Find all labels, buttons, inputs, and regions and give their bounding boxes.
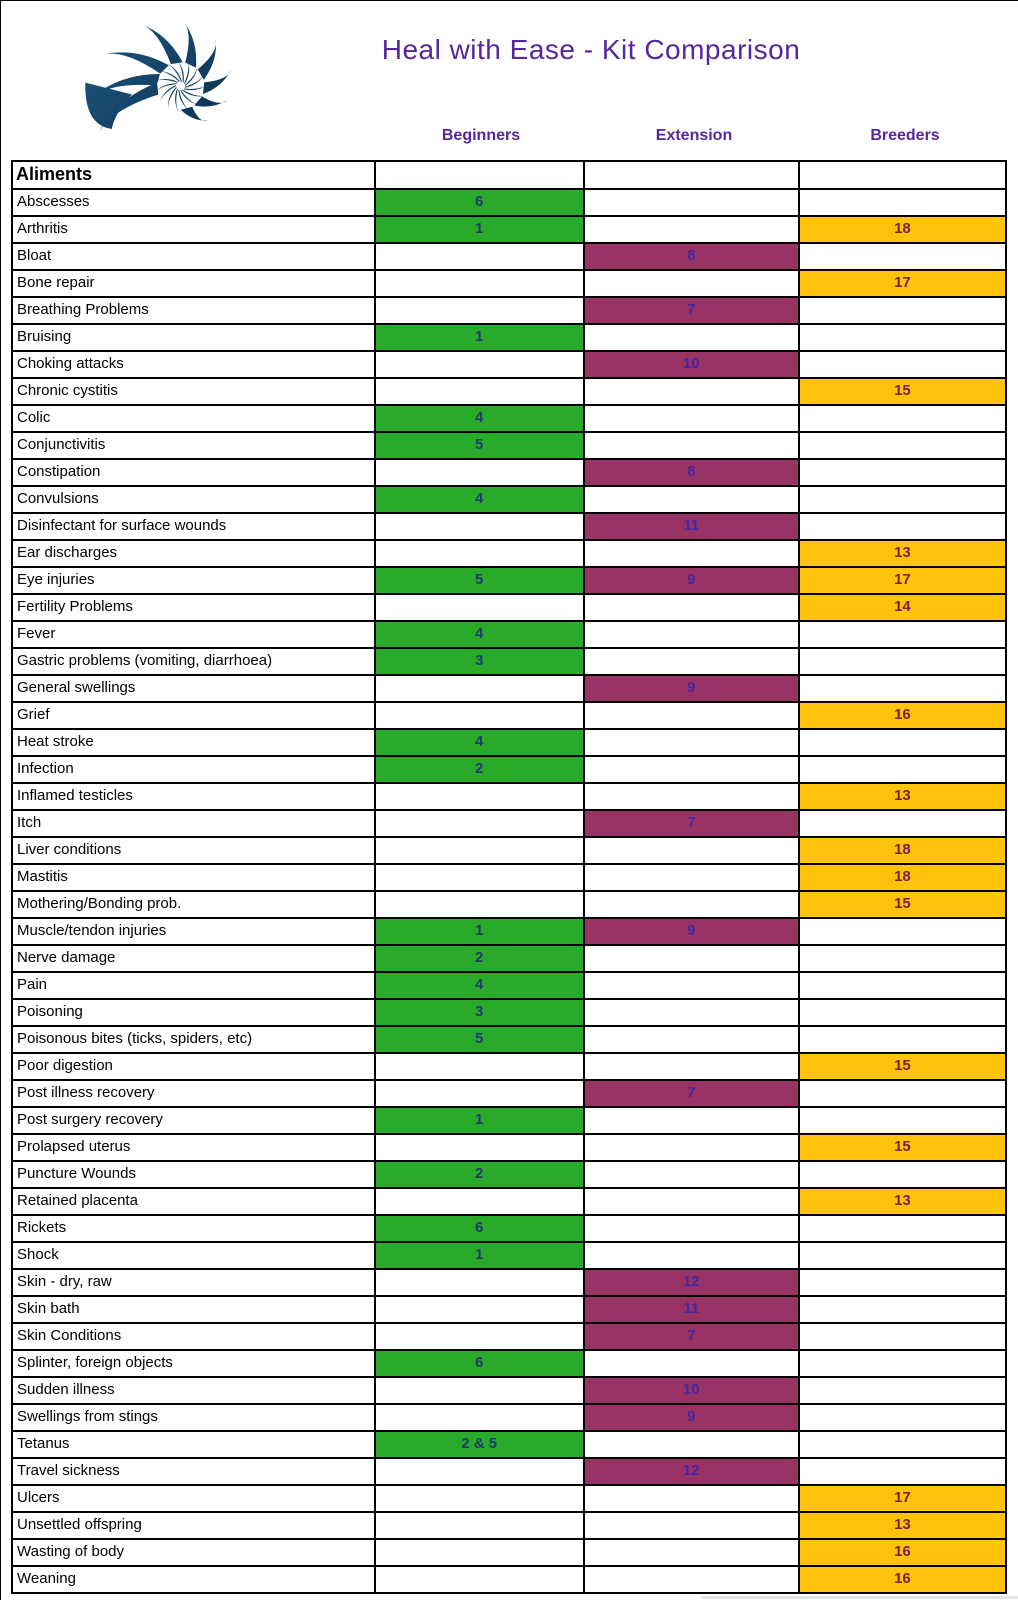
ailment-label: Travel sickness xyxy=(13,1459,376,1484)
table-row xyxy=(13,406,1005,433)
extension-cell xyxy=(585,541,800,566)
ailment-label: Swellings from stings xyxy=(13,1405,376,1430)
ailment-label: Pain xyxy=(13,973,376,998)
ailment-label: Skin Conditions xyxy=(13,1324,376,1349)
breeders-cell: 18 xyxy=(800,217,1005,242)
ailment-label: Skin - dry, raw xyxy=(13,1270,376,1295)
beginners-cell xyxy=(376,1297,585,1322)
extension-cell xyxy=(585,487,800,512)
extension-cell xyxy=(585,1567,800,1592)
kit-header-extension: Extension xyxy=(655,127,733,144)
beginners-cell xyxy=(376,1405,585,1430)
table-row xyxy=(13,865,1005,892)
table-row xyxy=(13,541,1005,568)
breeders-cell: 15 xyxy=(800,1054,1005,1079)
table-row xyxy=(13,271,1005,298)
table-row xyxy=(13,622,1005,649)
table-row xyxy=(13,757,1005,784)
breeders-cell xyxy=(800,1243,1005,1268)
beginners-cell xyxy=(376,1378,585,1403)
beginners-cell xyxy=(376,784,585,809)
ailment-label: Breathing Problems xyxy=(13,298,376,323)
extension-cell: 8 xyxy=(585,460,800,485)
extension-cell: 10 xyxy=(585,352,800,377)
ailment-label: Infection xyxy=(13,757,376,782)
table-row xyxy=(13,595,1005,622)
extension-cell xyxy=(585,1432,800,1457)
table-row xyxy=(13,784,1005,811)
ailment-label: Bloat xyxy=(13,244,376,269)
breeders-cell xyxy=(800,1378,1005,1403)
table-row xyxy=(13,460,1005,487)
extension-cell xyxy=(585,1162,800,1187)
table-row xyxy=(13,730,1005,757)
beginners-cell xyxy=(376,1270,585,1295)
table-row xyxy=(13,1540,1005,1567)
ailment-label: Poisoning xyxy=(13,1000,376,1025)
ailment-label: Gastric problems (vomiting, diarrhoea) xyxy=(13,649,376,674)
beginners-cell xyxy=(376,1324,585,1349)
extension-cell: 11 xyxy=(585,1297,800,1322)
ailment-label: Conjunctivitis xyxy=(13,433,376,458)
kit-comparison-table xyxy=(11,160,1007,1594)
ailment-label: Liver conditions xyxy=(13,838,376,863)
extension-cell: 9 xyxy=(585,568,800,593)
extension-cell: 12 xyxy=(585,1459,800,1484)
table-row xyxy=(13,919,1005,946)
beginners-cell: 1 xyxy=(376,1108,585,1133)
table-row xyxy=(13,1216,1005,1243)
beginners-cell: 1 xyxy=(376,919,585,944)
breeders-cell xyxy=(800,622,1005,647)
table-row xyxy=(13,1108,1005,1135)
table-row xyxy=(13,514,1005,541)
ailment-label: Bruising xyxy=(13,325,376,350)
extension-cell: 9 xyxy=(585,1405,800,1430)
beginners-cell: 6 xyxy=(376,1351,585,1376)
breeders-cell xyxy=(800,190,1005,215)
beginners-cell xyxy=(376,1486,585,1511)
beginners-cell xyxy=(376,379,585,404)
table-row xyxy=(13,433,1005,460)
beginners-cell xyxy=(376,244,585,269)
breeders-cell xyxy=(800,1108,1005,1133)
ailment-label: Post illness recovery xyxy=(13,1081,376,1106)
table-row xyxy=(13,649,1005,676)
ailment-label: Chronic cystitis xyxy=(13,379,376,404)
table-row xyxy=(13,298,1005,325)
breeders-cell xyxy=(800,325,1005,350)
breeders-cell xyxy=(800,298,1005,323)
extension-cell: 8 xyxy=(585,244,800,269)
table-row xyxy=(13,379,1005,406)
table-row xyxy=(13,1432,1005,1459)
breeders-cell: 13 xyxy=(800,784,1005,809)
ailment-label: Heat stroke xyxy=(13,730,376,755)
table-row xyxy=(13,838,1005,865)
table-row xyxy=(13,1162,1005,1189)
table-row xyxy=(13,1351,1005,1378)
breeders-header-cell xyxy=(800,162,1005,188)
beginners-cell xyxy=(376,1135,585,1160)
extension-cell: 7 xyxy=(585,298,800,323)
breeders-cell xyxy=(800,946,1005,971)
beginners-cell: 6 xyxy=(376,190,585,215)
table-row xyxy=(13,1378,1005,1405)
table-row xyxy=(13,811,1005,838)
beginners-cell: 4 xyxy=(376,406,585,431)
beginners-header-cell xyxy=(376,162,585,188)
ailment-label: Mothering/Bonding prob. xyxy=(13,892,376,917)
extension-cell: 10 xyxy=(585,1378,800,1403)
kit-header-beginners: Beginners xyxy=(441,127,521,144)
ailment-label: Arthritis xyxy=(13,217,376,242)
page-title: Heal with Ease - Kit Comparison xyxy=(381,34,801,65)
extension-cell xyxy=(585,325,800,350)
beginners-cell xyxy=(376,676,585,701)
extension-cell xyxy=(585,271,800,296)
ailment-label: Weaning xyxy=(13,1567,376,1592)
table-header-row xyxy=(13,162,1005,190)
extension-cell xyxy=(585,1027,800,1052)
table-row xyxy=(13,1027,1005,1054)
table-row xyxy=(13,676,1005,703)
extension-cell xyxy=(585,595,800,620)
table-row xyxy=(13,1000,1005,1027)
breeders-cell xyxy=(800,1000,1005,1025)
table-row xyxy=(13,973,1005,1000)
beginners-cell xyxy=(376,865,585,890)
ailment-label: Ear discharges xyxy=(13,541,376,566)
beginners-cell: 1 xyxy=(376,217,585,242)
breeders-cell xyxy=(800,1216,1005,1241)
ailment-label: Grief xyxy=(13,703,376,728)
extension-cell xyxy=(585,406,800,431)
extension-cell xyxy=(585,622,800,647)
ailment-label: Post surgery recovery xyxy=(13,1108,376,1133)
beginners-cell: 3 xyxy=(376,649,585,674)
breeders-cell: 15 xyxy=(800,379,1005,404)
breeders-cell: 17 xyxy=(800,271,1005,296)
extension-cell xyxy=(585,1216,800,1241)
breeders-cell xyxy=(800,244,1005,269)
extension-cell xyxy=(585,1243,800,1268)
breeders-cell: 14 xyxy=(800,595,1005,620)
ailment-label: Muscle/tendon injuries xyxy=(13,919,376,944)
breeders-cell xyxy=(800,1432,1005,1457)
ailment-label: Prolapsed uterus xyxy=(13,1135,376,1160)
extension-cell xyxy=(585,973,800,998)
beginners-cell xyxy=(376,1189,585,1214)
extension-cell xyxy=(585,1351,800,1376)
beginners-cell xyxy=(376,892,585,917)
breeders-cell xyxy=(800,1324,1005,1349)
breeders-cell xyxy=(800,676,1005,701)
breeders-cell xyxy=(800,406,1005,431)
breeders-cell xyxy=(800,1270,1005,1295)
extension-cell xyxy=(585,784,800,809)
ailment-label: Eye injuries xyxy=(13,568,376,593)
table-row xyxy=(13,1324,1005,1351)
breeders-cell: 16 xyxy=(800,1540,1005,1565)
extension-cell xyxy=(585,649,800,674)
ailment-label: Fertility Problems xyxy=(13,595,376,620)
ailment-label: Unsettled offspring xyxy=(13,1513,376,1538)
breeders-cell: 17 xyxy=(800,568,1005,593)
table-row xyxy=(13,1405,1005,1432)
extension-cell xyxy=(585,703,800,728)
breeders-cell xyxy=(800,433,1005,458)
beginners-cell xyxy=(376,1054,585,1079)
extension-cell xyxy=(585,1054,800,1079)
beginners-cell xyxy=(376,1513,585,1538)
extension-cell xyxy=(585,379,800,404)
aliments-header: Aliments xyxy=(13,162,376,188)
table-row xyxy=(13,1297,1005,1324)
table-row xyxy=(13,568,1005,595)
extension-cell xyxy=(585,865,800,890)
ailment-label: Abscesses xyxy=(13,190,376,215)
ailment-label: Itch xyxy=(13,811,376,836)
table-row xyxy=(13,217,1005,244)
breeders-cell xyxy=(800,757,1005,782)
table-row xyxy=(13,1459,1005,1486)
extension-cell: 7 xyxy=(585,1324,800,1349)
table-row xyxy=(13,325,1005,352)
breeders-cell xyxy=(800,514,1005,539)
ailment-label: Choking attacks xyxy=(13,352,376,377)
ailment-label: Sudden illness xyxy=(13,1378,376,1403)
beginners-cell: 3 xyxy=(376,1000,585,1025)
breeders-cell xyxy=(800,649,1005,674)
breeders-cell: 15 xyxy=(800,892,1005,917)
breeders-cell xyxy=(800,811,1005,836)
ailment-label: Constipation xyxy=(13,460,376,485)
extension-cell: 11 xyxy=(585,514,800,539)
breeders-cell xyxy=(800,352,1005,377)
ailment-label: Mastitis xyxy=(13,865,376,890)
beginners-cell: 6 xyxy=(376,1216,585,1241)
extension-cell xyxy=(585,1000,800,1025)
table-row xyxy=(13,1567,1005,1592)
extension-cell: 7 xyxy=(585,811,800,836)
beginners-cell xyxy=(376,838,585,863)
beginners-cell: 4 xyxy=(376,622,585,647)
beginners-cell: 2 xyxy=(376,757,585,782)
breeders-cell xyxy=(800,1459,1005,1484)
beginners-cell xyxy=(376,1540,585,1565)
ailment-label: Retained placenta xyxy=(13,1189,376,1214)
table-row xyxy=(13,1054,1005,1081)
ailment-label: Nerve damage xyxy=(13,946,376,971)
extension-cell xyxy=(585,1486,800,1511)
extension-cell xyxy=(585,1513,800,1538)
ailment-label: Tetanus xyxy=(13,1432,376,1457)
beginners-cell xyxy=(376,352,585,377)
beginners-cell xyxy=(376,1081,585,1106)
kit-headers xyxy=(1,127,1018,149)
ailment-label: Inflamed testicles xyxy=(13,784,376,809)
beginners-cell: 1 xyxy=(376,1243,585,1268)
extension-cell: 7 xyxy=(585,1081,800,1106)
extension-cell xyxy=(585,838,800,863)
ailment-label: Poisonous bites (ticks, spiders, etc) xyxy=(13,1027,376,1052)
ailment-label: Skin bath xyxy=(13,1297,376,1322)
breeders-cell xyxy=(800,973,1005,998)
table-row xyxy=(13,190,1005,217)
ailment-label: Poor digestion xyxy=(13,1054,376,1079)
ailment-label: Splinter, foreign objects xyxy=(13,1351,376,1376)
ailment-label: Colic xyxy=(13,406,376,431)
beginners-cell: 5 xyxy=(376,568,585,593)
table-row xyxy=(13,1135,1005,1162)
extension-cell: 9 xyxy=(585,676,800,701)
beginners-cell xyxy=(376,514,585,539)
bottom-edge-shadow xyxy=(701,1596,1018,1599)
beginners-cell xyxy=(376,1567,585,1592)
breeders-cell: 16 xyxy=(800,703,1005,728)
extension-cell xyxy=(585,946,800,971)
breeders-cell: 15 xyxy=(800,1135,1005,1160)
breeders-cell: 18 xyxy=(800,838,1005,863)
ailment-label: Bone repair xyxy=(13,271,376,296)
ailment-label: Disinfectant for surface wounds xyxy=(13,514,376,539)
table-row xyxy=(13,1189,1005,1216)
table-row xyxy=(13,352,1005,379)
beginners-cell: 4 xyxy=(376,730,585,755)
ailment-label: Wasting of body xyxy=(13,1540,376,1565)
beginners-cell xyxy=(376,811,585,836)
extension-cell xyxy=(585,892,800,917)
extension-header-cell xyxy=(585,162,800,188)
ailment-label: Ulcers xyxy=(13,1486,376,1511)
table-row xyxy=(13,946,1005,973)
table-row xyxy=(13,244,1005,271)
breeders-cell xyxy=(800,1162,1005,1187)
table-row xyxy=(13,1081,1005,1108)
breeders-cell xyxy=(800,1405,1005,1430)
beginners-cell: 5 xyxy=(376,433,585,458)
table-row xyxy=(13,487,1005,514)
extension-cell xyxy=(585,1108,800,1133)
beginners-cell: 4 xyxy=(376,973,585,998)
table-row xyxy=(13,1486,1005,1513)
beginners-cell: 2 xyxy=(376,946,585,971)
breeders-cell xyxy=(800,460,1005,485)
table-row xyxy=(13,1243,1005,1270)
extension-cell xyxy=(585,1135,800,1160)
extension-cell xyxy=(585,217,800,242)
ailment-label: General swellings xyxy=(13,676,376,701)
table-row xyxy=(13,703,1005,730)
breeders-cell: 13 xyxy=(800,541,1005,566)
extension-cell xyxy=(585,730,800,755)
extension-cell xyxy=(585,190,800,215)
beginners-cell: 1 xyxy=(376,325,585,350)
ailment-label: Convulsions xyxy=(13,487,376,512)
breeders-cell xyxy=(800,1081,1005,1106)
ailment-label: Fever xyxy=(13,622,376,647)
extension-cell: 9 xyxy=(585,919,800,944)
extension-cell: 12 xyxy=(585,1270,800,1295)
breeders-cell: 18 xyxy=(800,865,1005,890)
breeders-cell xyxy=(800,1027,1005,1052)
beginners-cell xyxy=(376,271,585,296)
beginners-cell xyxy=(376,595,585,620)
ailment-label: Shock xyxy=(13,1243,376,1268)
breeders-cell: 13 xyxy=(800,1513,1005,1538)
beginners-cell xyxy=(376,703,585,728)
ailment-label: Puncture Wounds xyxy=(13,1162,376,1187)
beginners-cell xyxy=(376,1459,585,1484)
beginners-cell xyxy=(376,460,585,485)
breeders-cell xyxy=(800,1351,1005,1376)
ailment-label: Rickets xyxy=(13,1216,376,1241)
breeders-cell xyxy=(800,1297,1005,1322)
kit-header-breeders: Breeders xyxy=(870,127,940,144)
beginners-cell: 2 xyxy=(376,1162,585,1187)
table-row xyxy=(13,1270,1005,1297)
extension-cell xyxy=(585,757,800,782)
beginners-cell: 5 xyxy=(376,1027,585,1052)
breeders-cell: 16 xyxy=(800,1567,1005,1592)
breeders-cell xyxy=(800,919,1005,944)
table-row xyxy=(13,892,1005,919)
beginners-cell: 4 xyxy=(376,487,585,512)
extension-cell xyxy=(585,1189,800,1214)
breeders-cell: 17 xyxy=(800,1486,1005,1511)
breeders-cell xyxy=(800,730,1005,755)
beginners-cell xyxy=(376,541,585,566)
extension-cell xyxy=(585,433,800,458)
extension-cell xyxy=(585,1540,800,1565)
table-row xyxy=(13,1513,1005,1540)
breeders-cell xyxy=(800,487,1005,512)
breeders-cell: 13 xyxy=(800,1189,1005,1214)
beginners-cell: 2 & 5 xyxy=(376,1432,585,1457)
beginners-cell xyxy=(376,298,585,323)
